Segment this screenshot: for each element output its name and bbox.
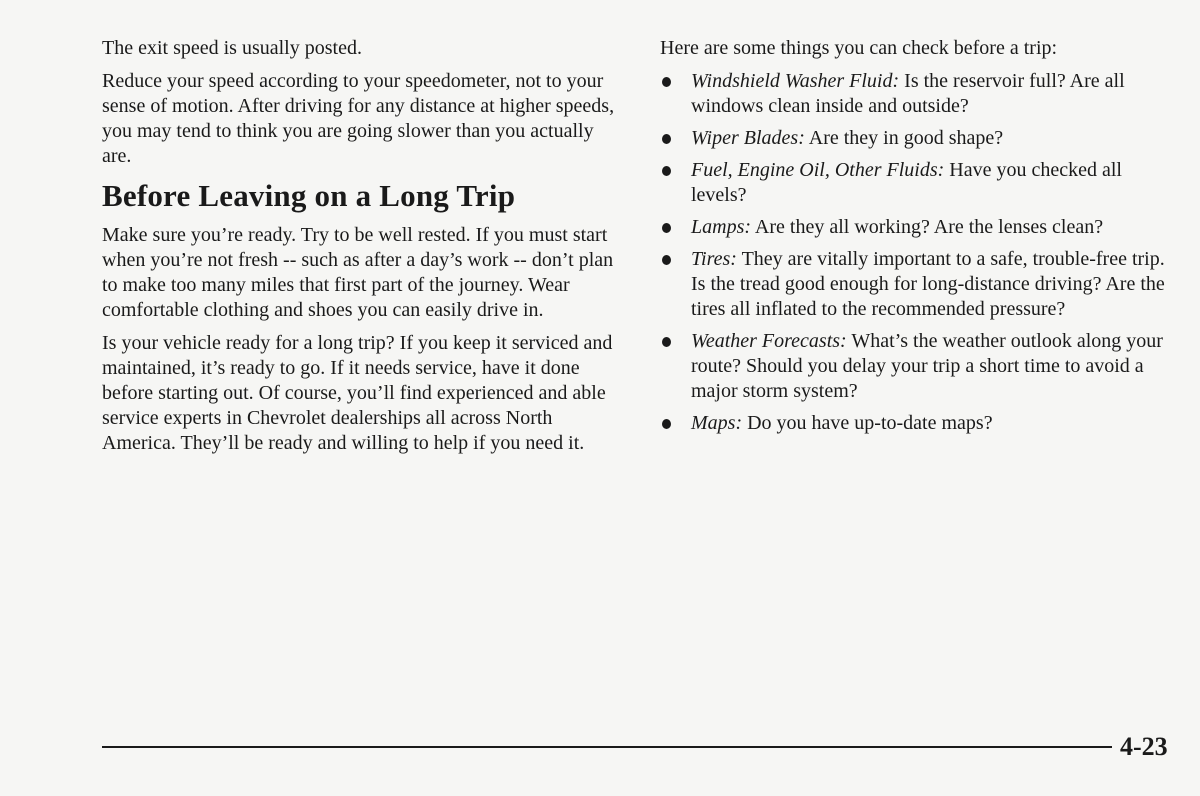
list-item: [660, 69, 1170, 119]
be-rested-paragraph: Make sure you’re ready. Try to be well rested. If you must start when you’re not fresh -- such as after a day’s work -- don’t plan to make too many miles that first part of the journey. Wear comfortable clothing and shoes you can easily drive in.: [102, 224, 614, 321]
reduce-speed-paragraph: Reduce your speed according to your speedometer, not to your sense of motion. After driving for any distance at higher speeds, you may tend to think you are going slower than you actually are.: [102, 70, 615, 167]
bullet-icon: [662, 419, 671, 429]
bullet-icon: [662, 223, 671, 233]
list-item: [660, 247, 1170, 322]
item-term: Weather Forecasts:: [691, 330, 847, 352]
right-column: [660, 36, 1170, 443]
item-term: Wiper Blades:: [691, 127, 805, 149]
item-text: They are vitally important to a safe, trouble-free trip. Is the tread good enough for long-distance driving? Are the tires all inflated to the recommended pressure?: [691, 248, 1165, 320]
list-item: [660, 215, 1170, 240]
list-item: [660, 126, 1170, 151]
bullet-icon: [662, 337, 671, 347]
item-text: Are they all working? Are the lenses clean?: [751, 216, 1104, 238]
page-number: 4-23: [1120, 732, 1168, 761]
item-term: Tires:: [691, 248, 737, 270]
item-term: Fuel, Engine Oil, Other Fluids:: [691, 159, 945, 181]
list-item: [660, 158, 1170, 208]
item-text: Have you checked all levels?: [691, 159, 1122, 206]
trip-checklist: [660, 69, 1170, 436]
left-column: [102, 36, 622, 464]
bullet-icon: [662, 255, 671, 265]
item-term: Maps:: [691, 412, 743, 434]
item-text: Do you have up-to-date maps?: [742, 412, 993, 434]
item-term: Windshield Washer Fluid:: [691, 70, 900, 92]
item-text: What’s the weather outlook along your route? Should you delay your trip a short time to avoid a major storm system?: [691, 330, 1163, 402]
bullet-icon: [662, 134, 671, 144]
list-item: [660, 329, 1170, 404]
checklist-intro: Here are some things you can check before a trip:: [660, 37, 1058, 59]
item-text: Are they in good shape?: [804, 127, 1004, 149]
vehicle-ready-paragraph: Is your vehicle ready for a long trip? If you keep it serviced and maintained, it’s ready to go. If it needs service, have it done before starting out. Of course, you’ll find experienced and able service experts in Chevrolet dealerships all across North America. They’ll be ready and willing to help if you need it.: [102, 332, 613, 454]
bullet-icon: [662, 77, 671, 87]
bullet-icon: [662, 166, 671, 176]
item-term: Lamps:: [691, 216, 752, 238]
footer-rule: [102, 746, 1112, 748]
exit-speed-paragraph: The exit speed is usually posted.: [102, 37, 362, 59]
section-heading: Before Leaving on a Long Trip: [102, 178, 516, 213]
item-text: Is the reservoir full? Are all windows clean inside and outside?: [691, 70, 1125, 117]
list-item: [660, 411, 1170, 436]
